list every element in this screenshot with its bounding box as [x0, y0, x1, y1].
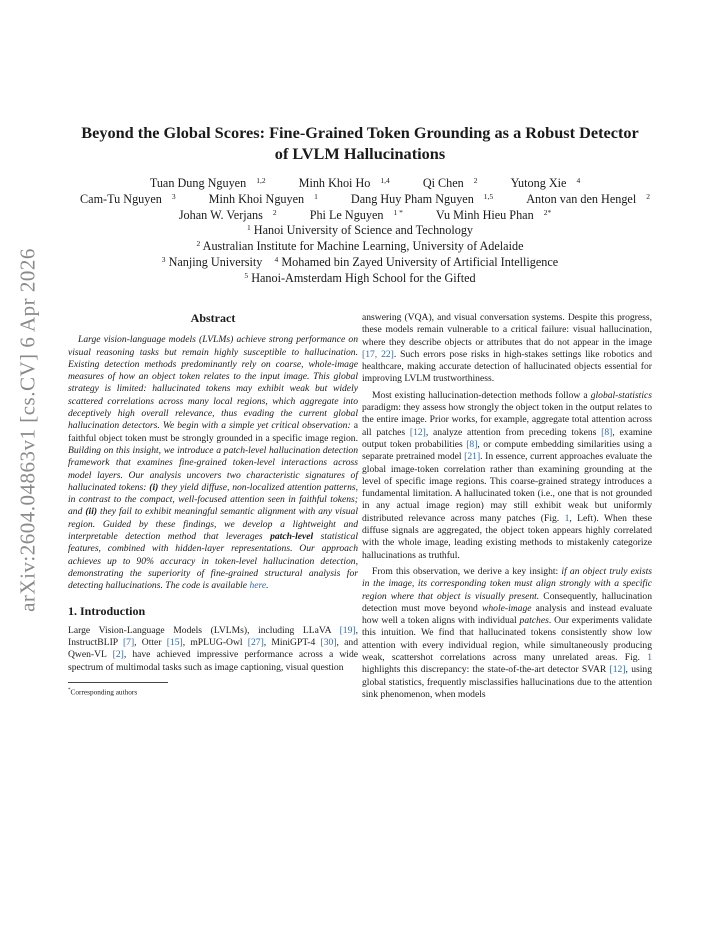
citation-7[interactable]: [7]: [122, 637, 135, 649]
author-block: [40, 176, 680, 287]
left-column: [68, 312, 358, 696]
affiliation-1: $^1$ Hanoi University of Science and Technology: [246, 223, 474, 238]
abstract-heading: Abstract: [190, 311, 236, 325]
intro-paragraph-1: Large Vision-Language Models (LVLMs), including LLaVA [19], InstructBLIP [7], Otter [15], mPLUG-Owl [27], MiniGPT-4 [30], and Qwen-VL [2], have achieved impressive performance across a wide spectrum of multimodal tasks such as image captioning, visual question: [68, 624, 358, 673]
right-paragraph-1: answering (VQA), and visual conversation systems. Despite this progress, these models remain vulnerable to a critical failure: visual hallucination, where they describe objects or attributes that do not appear in the image [17, 22]. Such errors pose risks in high-stakes settings like robotics and healthcare, making accurate detection of hallucinated objects essential for improving LVLM trustworthiness.: [362, 312, 653, 385]
citation-12-second[interactable]: [12]: [609, 664, 626, 676]
right-paragraph-3: From this observation, we derive a key insight: if an object truly exists in the image, its corresponding token must align strongly with a specific region where that object is visually present. Consequently, hallucination detection must move beyond whole-image analysis and instead evaluate how well a token aligns with individual patches. Our experiments validate this intuition. We find that hallucinated tokens consistently show low attention with every individual region, while simultaneously producing weak, scattershot correlations across many unrelated areas. Fig. 1 highlights this discrepancy: the state-of-the-art detector SVAR [12], using global statistics, frequently misclassifies hallucinations due to the attention sink phenomenon, when models: [362, 565, 653, 700]
citation-21[interactable]: [21]: [464, 451, 481, 463]
citation-12[interactable]: [12]: [409, 426, 426, 438]
abstract-body: Large vision-language models (LVLMs) achieve strong performance on visual reasoning tasks but remain highly susceptible to hallucination. Existing detection methods predominantly rely on coarse, whole-image measures of how an object token relates to the input image. This global strategy is limited: hallucinated tokens may exhibit weak but widely scattered correlations across many local regions, which aggregate into deceptively high overall relevance, thus evading the current global hallucination detectors. We begin with a simple yet critical observation: a faithful object token must be strongly grounded in a specific image region. Building on this insight, we introduce a patch-level hallucination detection framework that examines fine-grained token-level interactions across model layers. Our analysis uncovers two characteristic signatures of hallucinated tokens: (i) they yield diffuse, non-localized attention patterns, in contrast to the compact, well-focused attention seen in faithful tokens; and (ii) they fail to exhibit meaningful semantic alignment with any visual region. Guided by these findings, we develop a lightweight and interpretable detection method that leverages patch-level statistical features, combined with hidden-layer representations. Our approach achieves up to 90% accuracy in token-level hallucination detection, demonstrating the superiority of fine-grained structural analysis for detecting hallucinations. The code is available here.: [68, 334, 359, 592]
author-line-1: Tuan Dung Nguyen $^{1,2}$ Minh Khoi Ho $^{1,4}$ Qi Chen $^2$ Yutong Xie $^4$: [149, 176, 581, 190]
paper-title: Beyond the Global Scores: Fine-Grained Token Grounding as a Robust Detector of LVLM Hallucinations: [81, 123, 639, 163]
affiliation-2: $^2$ Australian Institute for Machine Learning, University of Adelaide: [196, 239, 524, 254]
footnote-rule: [68, 682, 168, 683]
affiliation-5: $^5$ Hanoi-Amsterdam High School for the Gifted: [244, 270, 476, 285]
footnote: *Corresponding authors: [68, 687, 138, 697]
arxiv-stamp: arXiv:2604.04863v1 [cs.CV] 6 Apr 2026: [15, 248, 40, 612]
citation-15[interactable]: [15]: [166, 637, 183, 649]
citation-8[interactable]: [8]: [601, 426, 613, 438]
citation-19[interactable]: [19]: [339, 624, 356, 636]
code-link[interactable]: here: [249, 580, 267, 592]
citation-2[interactable]: [2]: [112, 649, 124, 661]
right-paragraph-2: Most existing hallucination-detection methods follow a global-statistics paradigm: they assess how strongly the object token in the output relates to the entire image. Prior works, for example, aggregate total attention across all patches [12], analyze attention from preceding tokens [8], examine output token probabilities [8], or compute embedding similarities using a separate pretrained model [21]. In essence, current approaches evaluate the global image-token correlation rather than examining grounding at the level of specific image regions. This coarse-grained strategy introduces a fundamental limitation. A hallucinated token (i.e., one that is not grounded in any actual image region) may still exhibit weak but uniformly distributed relevance across many patches (Fig. 1, Left). When these diffuse signals are aggregated, the object token appears highly correlated with the whole image, leading existing methods to mistakenly categorize hallucinations as truthful.: [362, 389, 653, 561]
right-column: [362, 312, 652, 705]
author-line-3: Johan W. Verjans $^2$ Phi Le Nguyen $^{1 *}$ Vu Minh Hieu Phan $^{2*}$: [178, 207, 552, 222]
citation-27[interactable]: [27]: [247, 637, 264, 649]
author-line-2: Cam-Tu Nguyen $^3$ Minh Khoi Nguyen $^1$ Dang Huy Pham Nguyen $^{1,5}$ Anton van den Hengel $^2$: [80, 191, 650, 206]
affiliation-3-4: $^3$ Nanjing University $^4$ Mohamed bin Zayed University of Artificial Intelligence: [161, 254, 559, 269]
figure-ref-1[interactable]: 1: [564, 512, 570, 524]
citation-8-second[interactable]: [8]: [466, 438, 478, 450]
citation-30[interactable]: [30]: [320, 637, 337, 649]
citation-17-22[interactable]: [17, 22]: [362, 348, 394, 360]
figure-ref-1-second[interactable]: 1: [647, 652, 652, 664]
section-heading-introduction: 1. Introduction: [68, 603, 146, 618]
